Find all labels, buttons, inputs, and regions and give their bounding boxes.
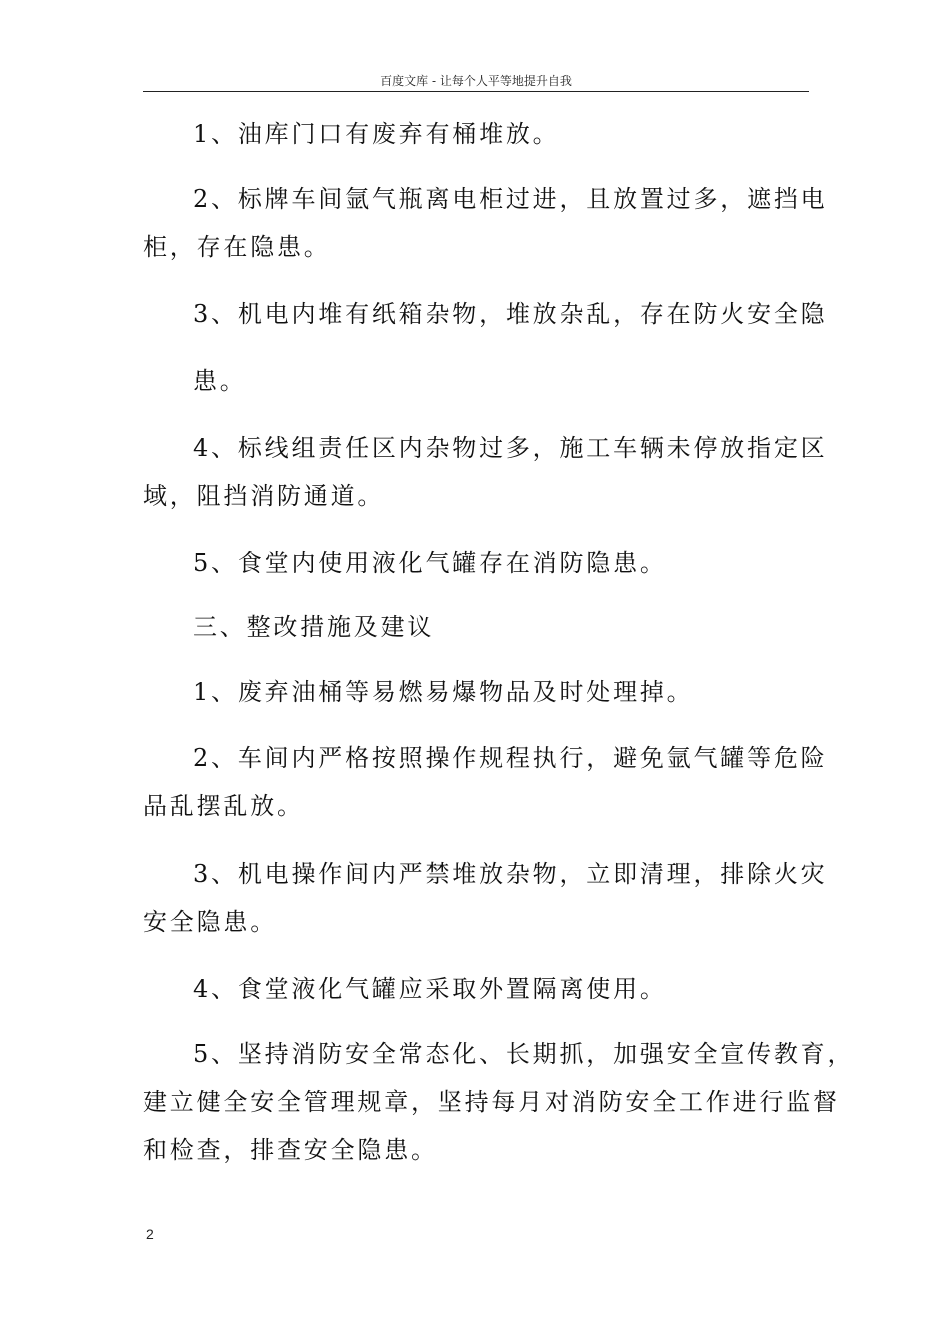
paragraph-line: 2、车间内严格按照操作规程执行，避免氩气罐等危险: [193, 744, 828, 772]
paragraph-2: [143, 175, 828, 271]
paragraph-line: 3、机电操作间内严禁堆放杂物，立即清理，排除火灾: [193, 860, 828, 888]
paragraph-3: [143, 290, 828, 338]
paragraph-line: 2、标牌车间氩气瓶离电柜过进，且放置过多，遮挡电: [193, 185, 828, 213]
paragraph-line: 安全隐患。: [143, 908, 277, 936]
paragraph-11: [143, 1030, 855, 1174]
paragraph-4: [143, 357, 809, 405]
paragraph-line: 患。: [193, 367, 247, 395]
paragraph-line: 1、废弃油桶等易燃易爆物品及时处理掉。: [193, 678, 694, 706]
page-number: 2: [146, 1226, 154, 1242]
paragraph-6: [143, 539, 809, 587]
paragraph-line: 4、食堂液化气罐应采取外置隔离使用。: [193, 975, 667, 1003]
paragraph-line: 4、标线组责任区内杂物过多，施工车辆未停放指定区: [193, 434, 828, 462]
paragraph-line: 5、坚持消防安全常态化、长期抓，加强安全宣传教育，: [193, 1040, 855, 1068]
paragraph-7: [143, 668, 809, 716]
paragraph-line: 5、食堂内使用液化气罐存在消防隐患。: [193, 549, 667, 577]
paragraph-8: [143, 734, 828, 830]
page-header: [143, 74, 809, 92]
paragraph-line: 建立健全安全管理规章，坚持每月对消防安全工作进行监督: [143, 1088, 840, 1116]
paragraph-line: 和检查，排查安全隐患。: [143, 1136, 438, 1164]
section-heading: [143, 603, 809, 651]
paragraph-line: 域，阻挡消防通道。: [143, 482, 385, 510]
paragraph-10: [143, 965, 809, 1013]
paragraph-line: 3、机电内堆有纸箱杂物，堆放杂乱，存在防火安全隐: [193, 300, 828, 328]
paragraph-5: [143, 424, 828, 520]
paragraph-9: [143, 850, 828, 946]
paragraph-line: 柜，存在隐患。: [143, 233, 331, 261]
header-text: 百度文库 - 让每个人平等地提升自我: [380, 74, 572, 88]
paragraph-line: 三、整改措施及建议: [193, 613, 435, 641]
paragraph-line: 品乱摆乱放。: [143, 792, 304, 820]
paragraph-line: 1、油库门口有废弃有桶堆放。: [193, 120, 560, 148]
paragraph-1: [143, 110, 809, 158]
